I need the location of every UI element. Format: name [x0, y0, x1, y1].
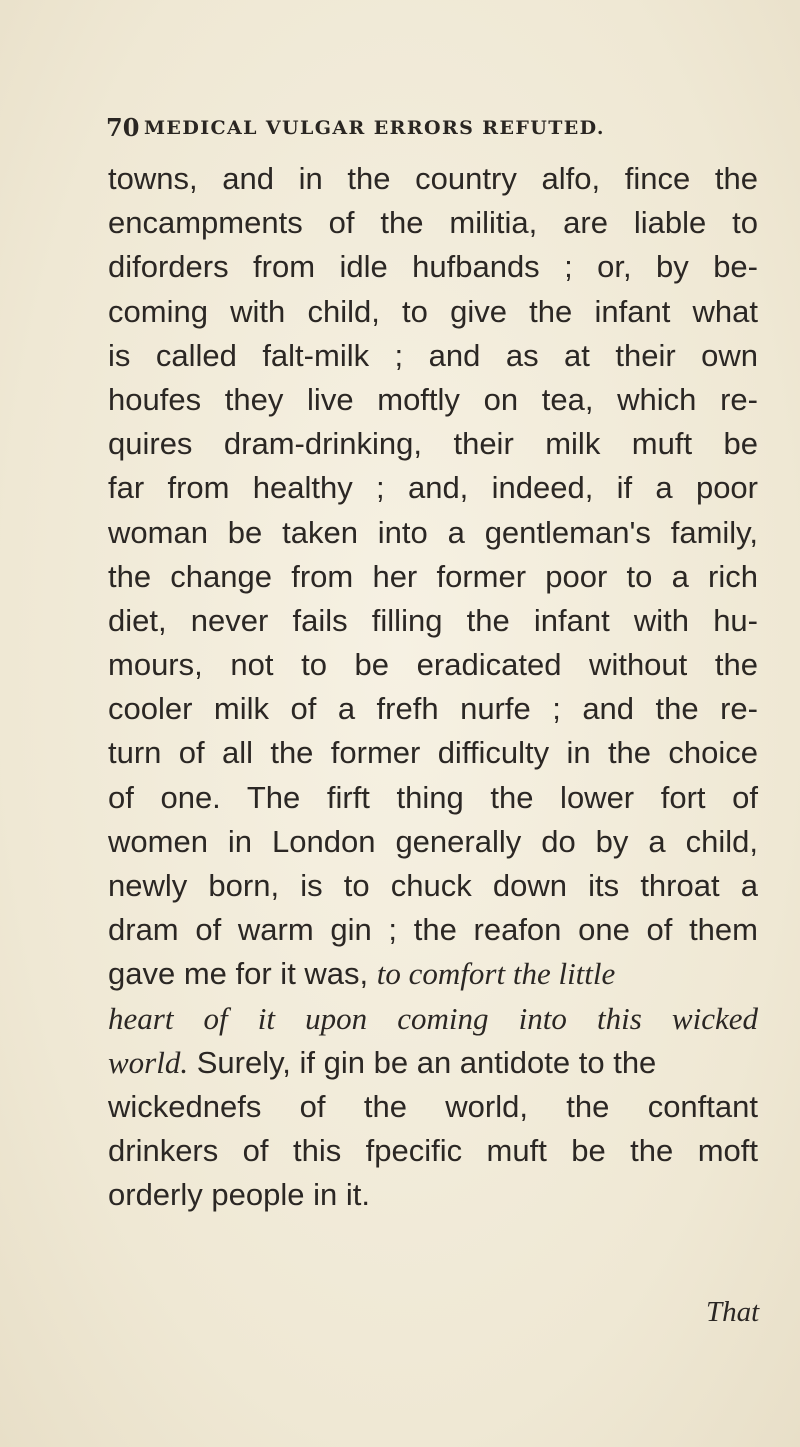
text-line: mours, not to be eradicated without the — [108, 647, 758, 683]
catchword: That — [706, 1296, 760, 1328]
text-line: turn of all the former difficulty in the choice — [108, 735, 758, 771]
page-header — [106, 113, 746, 145]
text-line: encampments of the militia, are liable to — [108, 205, 758, 241]
body-text — [108, 157, 758, 1218]
italic-quote-line: heart of it upon coming into this wicked — [108, 1000, 758, 1036]
text-line — [108, 1041, 758, 1085]
text-line: drinkers of this fpecific muft be the moft — [108, 1133, 758, 1169]
text-line: women in London generally do by a child, — [108, 823, 758, 859]
text-line: the change from her former poor to a rich — [108, 558, 758, 594]
text-run: Surely, if gin be an antidote to the — [196, 1044, 657, 1080]
text-line: orderly people in it. — [108, 1177, 370, 1213]
text-line: woman be taken into a gentleman's family, — [108, 514, 758, 550]
italic-quote: to comfort the little — [376, 956, 616, 992]
text-line: diforders from idle hufbands ; or, by be- — [108, 249, 758, 285]
running-title: MEDICAL VULGAR ERRORS REFUTED. — [144, 117, 605, 139]
text-line: dram of warm gin ; the reafon one of them — [108, 912, 758, 948]
page-number: 70 — [106, 113, 140, 142]
text-line: coming with child, to give the infant what — [108, 293, 758, 329]
text-line: far from healthy ; and, indeed, if a poor — [108, 470, 758, 506]
text-line: houfes they live moftly on tea, which re- — [108, 381, 758, 417]
text-run: gave me for it was, — [108, 956, 369, 992]
text-line: of one. The firft thing the lower fort of — [108, 779, 758, 815]
text-line: is called falt-milk ; and as at their own — [108, 337, 758, 373]
text-line: towns, and in the country alfo, fince the — [108, 161, 758, 196]
text-line: wickednefs of the world, the conftant — [108, 1088, 758, 1124]
text-line: cooler milk of a frefh nurfe ; and the re- — [108, 691, 758, 727]
text-line: newly born, is to chuck down its throat a — [108, 868, 758, 903]
text-line — [108, 952, 758, 996]
italic-quote: world. — [108, 1044, 189, 1080]
text-line: quires dram-drinking, their milk muft be — [108, 426, 758, 462]
text-line: diet, never fails filling the infant with hu- — [108, 602, 758, 638]
